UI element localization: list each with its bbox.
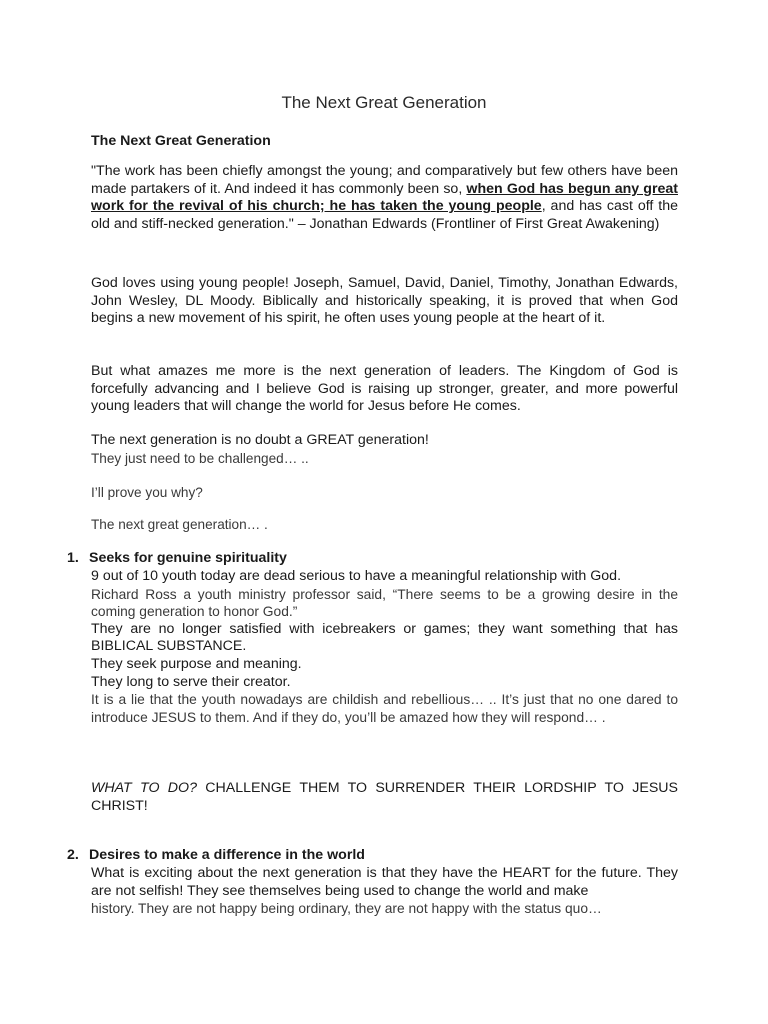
list-item-2-line: What is exciting about the next generation is that they have the HEART for the future. They are not selfish! They see themselves being used to change the world and make [91, 865, 678, 899]
list-item-2-title: Desires to make a difference in the world [89, 847, 365, 863]
what-to-do-label: WHAT TO DO? [91, 780, 197, 796]
list-item-1-number: 1. [67, 550, 79, 566]
section-heading: The Next Great Generation [91, 133, 271, 149]
paragraph-next-leaders: But what amazes me more is the next generation of leaders. The Kingdom of God is forcefully advancing and I believe God is raising up stronger, greater, and more powerful young leaders that will change the world for Jesus before He comes. [91, 363, 678, 415]
paragraph-young-people: God loves using young people! Joseph, Samuel, David, Daniel, Timothy, Jonathan Edwards, John Wesley, DL Moody. Biblically and historically speaking, it is proved that when God begins a new movement of his spirit, he often uses young people at the heart of it. [91, 275, 678, 327]
list-item-1-line: They long to serve their creator. [91, 673, 291, 690]
what-to-do-paragraph [91, 780, 678, 815]
list-item-2-body [91, 865, 678, 918]
quote-paragraph [91, 163, 678, 233]
list-item-1-body [91, 568, 678, 726]
list-item-2-line: history. They are not happy being ordinary, they are not happy with the status quo… [91, 901, 602, 917]
list-item-1-line: 9 out of 10 youth today are dead serious to have a meaningful relationship with God. [91, 568, 622, 584]
quote-text-after: , and has cast off the old and stiff-necked generation." – Jonathan Edwards (Frontliner of First Great Awakening) [91, 198, 678, 232]
paragraph-challenged: They just need to be challenged… .. [91, 451, 309, 466]
paragraph-next-great: The next great generation… . [91, 517, 268, 532]
document-title: The Next Great Generation [281, 93, 487, 112]
quote-emphasis: when God has begun any great work for the revival of his church; he has taken the young people [91, 180, 678, 215]
list-item-1-title: Seeks for genuine spirituality [89, 550, 287, 566]
list-item-2-number: 2. [67, 847, 79, 863]
list-item-1-line: Richard Ross a youth ministry professor said, “There seems to be a growing desire in the coming generation to honor God.” [91, 586, 678, 620]
quote-text-before: "The work has been chiefly amongst the young; and comparatively but few others have been made partakers of it. And indeed it has commonly been so, [91, 163, 678, 197]
list-item-1-line: They seek purpose and meaning. [91, 655, 302, 672]
paragraph-great-generation: The next generation is no doubt a GREAT generation! [91, 432, 429, 448]
list-item-1-heading [67, 550, 287, 566]
list-item-1-line: They are no longer satisfied with icebreakers or games; they want something that has BIBLICAL SUBSTANCE. [91, 620, 678, 655]
list-item-1-line: It is a lie that the youth nowadays are childish and rebellious… .. It’s just that no one dared to introduce JESUS to them. And if they do, you’ll be amazed how they will respond… . [91, 692, 678, 725]
list-item-2-heading [67, 847, 365, 863]
paragraph-prove: I’ll prove you why? [91, 485, 203, 500]
what-to-do-text: CHALLENGE THEM TO SURRENDER THEIR LORDSHIP TO JESUS CHRIST! [91, 780, 678, 814]
